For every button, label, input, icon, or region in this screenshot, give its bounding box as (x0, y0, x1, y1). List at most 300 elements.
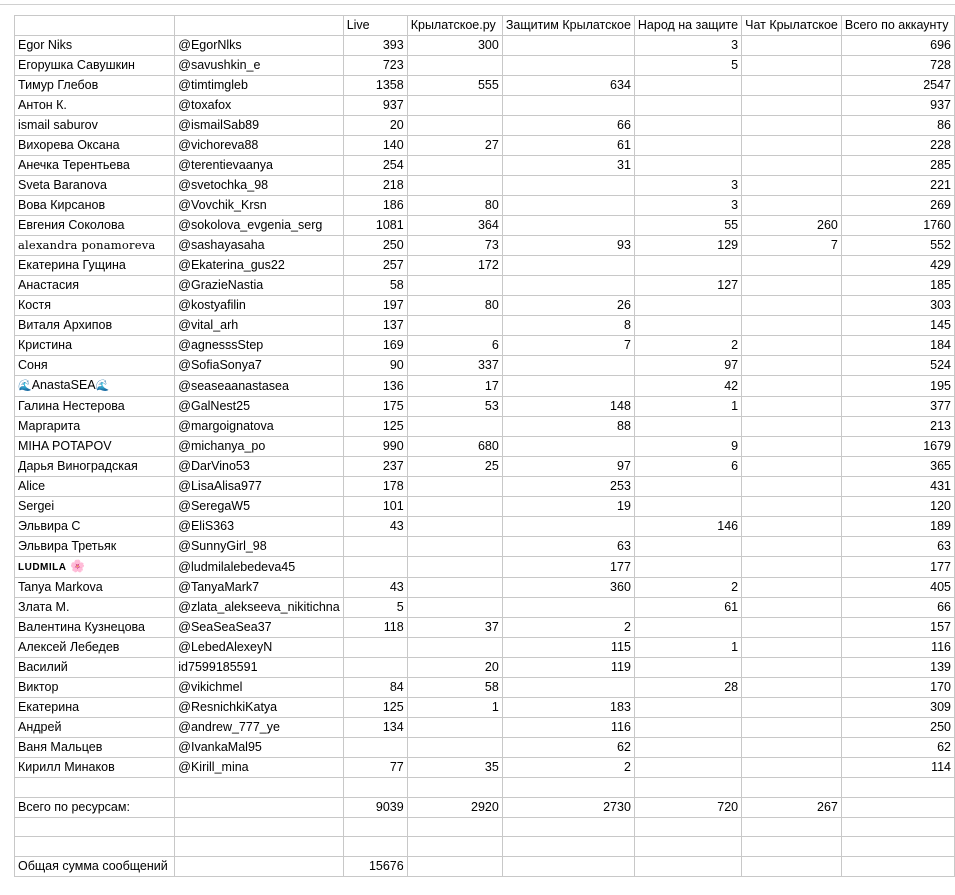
cell-narod[interactable]: 127 (634, 276, 741, 296)
cell-total[interactable]: 365 (841, 457, 954, 477)
cell-name[interactable]: Екатерина (15, 698, 175, 718)
cell-narod[interactable] (634, 738, 741, 758)
cell-total[interactable]: 221 (841, 176, 954, 196)
cell-narod[interactable]: 2 (634, 336, 741, 356)
cell-name[interactable]: Эльвира С (15, 517, 175, 537)
cell-total[interactable]: 405 (841, 578, 954, 598)
cell-zaschitim[interactable] (502, 256, 634, 276)
cell-name[interactable]: Виктор (15, 678, 175, 698)
total-zaschitim[interactable]: 2730 (502, 797, 634, 817)
cell-live[interactable]: 134 (343, 718, 407, 738)
header-cell-handle[interactable] (175, 16, 343, 36)
cell-handle[interactable]: @LisaAlisa977 (175, 477, 343, 497)
empty-cell[interactable] (175, 797, 343, 817)
cell-narod[interactable] (634, 658, 741, 678)
cell-name[interactable]: Антон К. (15, 96, 175, 116)
cell-krylatskoe[interactable]: 80 (407, 296, 502, 316)
cell-name[interactable]: Тимур Глебов (15, 76, 175, 96)
cell-narod[interactable]: 2 (634, 578, 741, 598)
cell-live[interactable]: 197 (343, 296, 407, 316)
empty-cell[interactable] (634, 837, 741, 857)
cell-live[interactable]: 101 (343, 497, 407, 517)
cell-zaschitim[interactable]: 88 (502, 417, 634, 437)
total-chat[interactable]: 267 (742, 797, 842, 817)
cell-chat[interactable] (742, 296, 842, 316)
empty-cell[interactable] (343, 817, 407, 837)
cell-live[interactable] (343, 557, 407, 578)
cell-narod[interactable] (634, 557, 741, 578)
cell-handle[interactable]: @GrazieNastia (175, 276, 343, 296)
cell-krylatskoe[interactable] (407, 417, 502, 437)
cell-zaschitim[interactable]: 62 (502, 738, 634, 758)
cell-chat[interactable] (742, 517, 842, 537)
cell-handle[interactable]: @zlata_alekseeva_nikitichna (175, 598, 343, 618)
header-cell-total[interactable]: Всего по аккаунту (841, 16, 954, 36)
cell-name[interactable]: Валентина Кузнецова (15, 618, 175, 638)
cell-narod[interactable] (634, 497, 741, 517)
empty-cell[interactable] (742, 837, 842, 857)
cell-handle[interactable]: @ludmilalebedeva45 (175, 557, 343, 578)
grand-total-value[interactable]: 15676 (343, 856, 407, 876)
empty-cell[interactable] (343, 778, 407, 798)
cell-chat[interactable] (742, 718, 842, 738)
cell-narod[interactable]: 6 (634, 457, 741, 477)
cell-total[interactable]: 170 (841, 678, 954, 698)
cell-zaschitim[interactable]: 97 (502, 457, 634, 477)
empty-cell[interactable] (742, 856, 842, 876)
cell-handle[interactable]: @toxafox (175, 96, 343, 116)
cell-name[interactable]: Эльвира Третьяк (15, 537, 175, 557)
cell-live[interactable]: 1358 (343, 76, 407, 96)
cell-total[interactable]: 937 (841, 96, 954, 116)
cell-total[interactable]: 185 (841, 276, 954, 296)
empty-cell[interactable] (841, 817, 954, 837)
cell-krylatskoe[interactable]: 17 (407, 376, 502, 397)
cell-chat[interactable] (742, 658, 842, 678)
cell-name[interactable]: Андрей (15, 718, 175, 738)
cell-handle[interactable]: @savushkin_e (175, 56, 343, 76)
cell-krylatskoe[interactable] (407, 96, 502, 116)
cell-handle[interactable]: @EgorNlks (175, 36, 343, 56)
empty-cell[interactable] (175, 856, 343, 876)
cell-handle[interactable]: @GalNest25 (175, 397, 343, 417)
cell-narod[interactable] (634, 718, 741, 738)
cell-handle[interactable]: id7599185591 (175, 658, 343, 678)
cell-name[interactable]: Екатерина Гущина (15, 256, 175, 276)
cell-handle[interactable]: @sashayasaha (175, 236, 343, 256)
cell-krylatskoe[interactable]: 364 (407, 216, 502, 236)
cell-narod[interactable] (634, 156, 741, 176)
cell-narod[interactable]: 97 (634, 356, 741, 376)
cell-zaschitim[interactable]: 63 (502, 537, 634, 557)
cell-narod[interactable] (634, 477, 741, 497)
cell-handle[interactable]: @SunnyGirl_98 (175, 537, 343, 557)
cell-narod[interactable] (634, 96, 741, 116)
cell-name[interactable]: Ваня Мальцев (15, 738, 175, 758)
cell-narod[interactable]: 42 (634, 376, 741, 397)
cell-zaschitim[interactable]: 634 (502, 76, 634, 96)
cell-handle[interactable]: @Vovchik_Krsn (175, 196, 343, 216)
cell-zaschitim[interactable]: 93 (502, 236, 634, 256)
cell-total[interactable]: 139 (841, 658, 954, 678)
cell-krylatskoe[interactable]: 172 (407, 256, 502, 276)
cell-narod[interactable]: 61 (634, 598, 741, 618)
cell-live[interactable]: 136 (343, 376, 407, 397)
cell-name[interactable]: Egor Niks (15, 36, 175, 56)
cell-zaschitim[interactable]: 360 (502, 578, 634, 598)
cell-handle[interactable]: @DarVino53 (175, 457, 343, 477)
cell-chat[interactable] (742, 96, 842, 116)
cell-chat[interactable] (742, 477, 842, 497)
cell-zaschitim[interactable]: 116 (502, 718, 634, 738)
cell-total[interactable]: 377 (841, 397, 954, 417)
cell-chat[interactable] (742, 537, 842, 557)
cell-narod[interactable]: 5 (634, 56, 741, 76)
cell-zaschitim[interactable] (502, 196, 634, 216)
empty-cell[interactable] (502, 837, 634, 857)
cell-handle[interactable]: @ResnichkiKatya (175, 698, 343, 718)
cell-total[interactable]: 303 (841, 296, 954, 316)
cell-narod[interactable] (634, 76, 741, 96)
cell-total[interactable]: 86 (841, 116, 954, 136)
cell-handle[interactable]: @vikichmel (175, 678, 343, 698)
cell-name[interactable]: Галина Нестерова (15, 397, 175, 417)
cell-chat[interactable]: 7 (742, 236, 842, 256)
header-cell-narod[interactable]: Народ на защите (634, 16, 741, 36)
cell-total[interactable]: 62 (841, 738, 954, 758)
cell-live[interactable]: 254 (343, 156, 407, 176)
cell-total[interactable]: 114 (841, 758, 954, 778)
cell-handle[interactable]: @SeaSeaSea37 (175, 618, 343, 638)
cell-live[interactable]: 178 (343, 477, 407, 497)
cell-live[interactable]: 77 (343, 758, 407, 778)
cell-zaschitim[interactable] (502, 437, 634, 457)
cell-total[interactable]: 2547 (841, 76, 954, 96)
cell-narod[interactable]: 146 (634, 517, 741, 537)
cell-total[interactable]: 269 (841, 196, 954, 216)
cell-zaschitim[interactable]: 61 (502, 136, 634, 156)
cell-zaschitim[interactable] (502, 56, 634, 76)
empty-cell[interactable] (634, 817, 741, 837)
empty-cell[interactable] (841, 837, 954, 857)
cell-krylatskoe[interactable]: 680 (407, 437, 502, 457)
cell-live[interactable]: 257 (343, 256, 407, 276)
cell-name[interactable]: Злата М. (15, 598, 175, 618)
cell-krylatskoe[interactable] (407, 517, 502, 537)
cell-name[interactable] (15, 376, 175, 397)
empty-cell[interactable] (841, 856, 954, 876)
empty-cell[interactable] (841, 797, 954, 817)
cell-handle[interactable]: @agnesssStep (175, 336, 343, 356)
cell-total[interactable]: 66 (841, 598, 954, 618)
cell-chat[interactable] (742, 437, 842, 457)
cell-handle[interactable]: @vital_arh (175, 316, 343, 336)
total-narod[interactable]: 720 (634, 797, 741, 817)
cell-live[interactable] (343, 638, 407, 658)
cell-name[interactable]: Alice (15, 477, 175, 497)
cell-chat[interactable] (742, 598, 842, 618)
cell-krylatskoe[interactable]: 6 (407, 336, 502, 356)
cell-handle[interactable]: @sokolova_evgenia_serg (175, 216, 343, 236)
cell-live[interactable] (343, 738, 407, 758)
cell-total[interactable]: 145 (841, 316, 954, 336)
cell-name[interactable]: Tanya Markova (15, 578, 175, 598)
cell-chat[interactable] (742, 356, 842, 376)
grand-total-label[interactable]: Общая сумма сообщений (15, 856, 175, 876)
cell-krylatskoe[interactable]: 1 (407, 698, 502, 718)
cell-handle[interactable]: @SofiaSonya7 (175, 356, 343, 376)
cell-chat[interactable] (742, 36, 842, 56)
cell-live[interactable]: 937 (343, 96, 407, 116)
cell-chat[interactable] (742, 557, 842, 578)
cell-name[interactable]: Костя (15, 296, 175, 316)
cell-krylatskoe[interactable] (407, 638, 502, 658)
cell-live[interactable]: 5 (343, 598, 407, 618)
cell-handle[interactable]: @margoignatova (175, 417, 343, 437)
cell-krylatskoe[interactable]: 37 (407, 618, 502, 638)
cell-chat[interactable] (742, 638, 842, 658)
cell-live[interactable]: 169 (343, 336, 407, 356)
cell-name[interactable]: Кирилл Минаков (15, 758, 175, 778)
cell-krylatskoe[interactable]: 80 (407, 196, 502, 216)
cell-handle[interactable]: @kostyafilin (175, 296, 343, 316)
cell-chat[interactable] (742, 397, 842, 417)
cell-krylatskoe[interactable] (407, 738, 502, 758)
cell-krylatskoe[interactable] (407, 598, 502, 618)
cell-live[interactable]: 1081 (343, 216, 407, 236)
cell-narod[interactable] (634, 618, 741, 638)
cell-zaschitim[interactable] (502, 356, 634, 376)
cell-narod[interactable]: 55 (634, 216, 741, 236)
cell-krylatskoe[interactable] (407, 537, 502, 557)
cell-chat[interactable] (742, 678, 842, 698)
cell-chat[interactable] (742, 578, 842, 598)
cell-narod[interactable]: 3 (634, 176, 741, 196)
cell-krylatskoe[interactable]: 337 (407, 356, 502, 376)
empty-cell[interactable] (502, 778, 634, 798)
cell-total[interactable]: 116 (841, 638, 954, 658)
cell-live[interactable]: 237 (343, 457, 407, 477)
cell-krylatskoe[interactable]: 58 (407, 678, 502, 698)
cell-live[interactable]: 137 (343, 316, 407, 336)
cell-total[interactable]: 120 (841, 497, 954, 517)
cell-name[interactable]: Виталя Архипов (15, 316, 175, 336)
cell-chat[interactable] (742, 176, 842, 196)
cell-live[interactable]: 84 (343, 678, 407, 698)
cell-krylatskoe[interactable]: 20 (407, 658, 502, 678)
cell-narod[interactable] (634, 116, 741, 136)
cell-zaschitim[interactable]: 119 (502, 658, 634, 678)
cell-zaschitim[interactable]: 177 (502, 557, 634, 578)
cell-zaschitim[interactable] (502, 216, 634, 236)
cell-krylatskoe[interactable] (407, 156, 502, 176)
cell-handle[interactable]: @Ekaterina_gus22 (175, 256, 343, 276)
empty-cell[interactable] (742, 817, 842, 837)
cell-zaschitim[interactable] (502, 96, 634, 116)
cell-live[interactable]: 43 (343, 578, 407, 598)
cell-chat[interactable] (742, 457, 842, 477)
cell-handle[interactable]: @TanyaMark7 (175, 578, 343, 598)
cell-chat[interactable] (742, 76, 842, 96)
cell-zaschitim[interactable]: 2 (502, 618, 634, 638)
cell-chat[interactable] (742, 196, 842, 216)
cell-narod[interactable]: 9 (634, 437, 741, 457)
cell-handle[interactable]: @ismailSab89 (175, 116, 343, 136)
cell-live[interactable]: 990 (343, 437, 407, 457)
cell-live[interactable]: 250 (343, 236, 407, 256)
cell-chat[interactable] (742, 417, 842, 437)
cell-chat[interactable] (742, 698, 842, 718)
cell-krylatskoe[interactable] (407, 557, 502, 578)
cell-chat[interactable] (742, 316, 842, 336)
cell-total[interactable]: 1679 (841, 437, 954, 457)
cell-name[interactable]: Алексей Лебедев (15, 638, 175, 658)
cell-name[interactable] (15, 557, 175, 578)
cell-chat[interactable] (742, 116, 842, 136)
cell-handle[interactable]: @vichoreva88 (175, 136, 343, 156)
empty-cell[interactable] (15, 837, 175, 857)
cell-name[interactable]: MIHA POTAPOV (15, 437, 175, 457)
cell-zaschitim[interactable] (502, 517, 634, 537)
cell-handle[interactable]: @EliS363 (175, 517, 343, 537)
cell-name[interactable]: Василий (15, 658, 175, 678)
cell-total[interactable]: 431 (841, 477, 954, 497)
cell-handle[interactable]: @Kirill_mina (175, 758, 343, 778)
cell-handle[interactable]: @IvankaMal95 (175, 738, 343, 758)
cell-handle[interactable]: @seaseaanastasea (175, 376, 343, 397)
cell-live[interactable]: 175 (343, 397, 407, 417)
cell-total[interactable]: 250 (841, 718, 954, 738)
cell-zaschitim[interactable]: 2 (502, 758, 634, 778)
empty-cell[interactable] (407, 837, 502, 857)
cell-zaschitim[interactable] (502, 598, 634, 618)
cell-chat[interactable] (742, 56, 842, 76)
empty-cell[interactable] (502, 817, 634, 837)
cell-total[interactable]: 63 (841, 537, 954, 557)
cell-name[interactable]: Евгения Соколова (15, 216, 175, 236)
cell-zaschitim[interactable] (502, 36, 634, 56)
cell-narod[interactable]: 129 (634, 236, 741, 256)
cell-live[interactable]: 393 (343, 36, 407, 56)
cell-krylatskoe[interactable] (407, 116, 502, 136)
cell-zaschitim[interactable]: 183 (502, 698, 634, 718)
cell-narod[interactable] (634, 136, 741, 156)
empty-cell[interactable] (407, 778, 502, 798)
header-cell-live[interactable]: Live (343, 16, 407, 36)
empty-cell[interactable] (742, 778, 842, 798)
total-live[interactable]: 9039 (343, 797, 407, 817)
cell-live[interactable]: 723 (343, 56, 407, 76)
empty-cell[interactable] (175, 817, 343, 837)
cell-total[interactable]: 728 (841, 56, 954, 76)
cell-chat[interactable] (742, 276, 842, 296)
cell-narod[interactable] (634, 316, 741, 336)
cell-name[interactable]: Анастасия (15, 276, 175, 296)
cell-name[interactable]: Анечка Терентьева (15, 156, 175, 176)
cell-krylatskoe[interactable]: 73 (407, 236, 502, 256)
cell-live[interactable]: 118 (343, 618, 407, 638)
cell-narod[interactable] (634, 417, 741, 437)
cell-krylatskoe[interactable] (407, 316, 502, 336)
cell-chat[interactable] (742, 618, 842, 638)
cell-handle[interactable]: @LebedAlexeyN (175, 638, 343, 658)
cell-krylatskoe[interactable]: 53 (407, 397, 502, 417)
empty-cell[interactable] (407, 856, 502, 876)
cell-zaschitim[interactable]: 19 (502, 497, 634, 517)
cell-name[interactable]: Sveta Baranova (15, 176, 175, 196)
cell-chat[interactable] (742, 336, 842, 356)
cell-chat[interactable]: 260 (742, 216, 842, 236)
cell-zaschitim[interactable]: 148 (502, 397, 634, 417)
empty-cell[interactable] (15, 778, 175, 798)
cell-handle[interactable]: @svetochka_98 (175, 176, 343, 196)
cell-name[interactable]: Кристина (15, 336, 175, 356)
cell-krylatskoe[interactable]: 555 (407, 76, 502, 96)
header-cell-chat[interactable]: Чат Крылатское (742, 16, 842, 36)
cell-name[interactable] (15, 236, 175, 256)
cell-krylatskoe[interactable]: 35 (407, 758, 502, 778)
cell-name[interactable]: Вова Кирсанов (15, 196, 175, 216)
cell-narod[interactable]: 3 (634, 36, 741, 56)
cell-live[interactable]: 140 (343, 136, 407, 156)
cell-name[interactable]: Егорушка Савушкин (15, 56, 175, 76)
cell-name[interactable]: Соня (15, 356, 175, 376)
cell-zaschitim[interactable]: 26 (502, 296, 634, 316)
cell-total[interactable]: 285 (841, 156, 954, 176)
cell-live[interactable]: 58 (343, 276, 407, 296)
cell-zaschitim[interactable]: 115 (502, 638, 634, 658)
cell-narod[interactable]: 28 (634, 678, 741, 698)
empty-cell[interactable] (15, 817, 175, 837)
cell-total[interactable]: 429 (841, 256, 954, 276)
cell-zaschitim[interactable] (502, 678, 634, 698)
cell-live[interactable]: 125 (343, 698, 407, 718)
cell-krylatskoe[interactable] (407, 718, 502, 738)
cell-narod[interactable] (634, 758, 741, 778)
cell-krylatskoe[interactable]: 25 (407, 457, 502, 477)
cell-krylatskoe[interactable] (407, 56, 502, 76)
empty-cell[interactable] (502, 856, 634, 876)
cell-handle[interactable]: @SeregaW5 (175, 497, 343, 517)
cell-narod[interactable]: 1 (634, 397, 741, 417)
cell-krylatskoe[interactable] (407, 497, 502, 517)
cell-total[interactable]: 195 (841, 376, 954, 397)
header-cell-krylatskoe[interactable]: Крылатское.ру (407, 16, 502, 36)
cell-total[interactable]: 696 (841, 36, 954, 56)
totals-label[interactable]: Всего по ресурсам: (15, 797, 175, 817)
empty-cell[interactable] (634, 778, 741, 798)
cell-handle[interactable]: @andrew_777_ye (175, 718, 343, 738)
cell-chat[interactable] (742, 738, 842, 758)
cell-chat[interactable] (742, 256, 842, 276)
cell-live[interactable]: 186 (343, 196, 407, 216)
empty-cell[interactable] (407, 817, 502, 837)
cell-narod[interactable] (634, 256, 741, 276)
cell-krylatskoe[interactable] (407, 477, 502, 497)
cell-live[interactable] (343, 537, 407, 557)
cell-zaschitim[interactable]: 8 (502, 316, 634, 336)
cell-live[interactable]: 20 (343, 116, 407, 136)
cell-name[interactable]: Дарья Виноградская (15, 457, 175, 477)
cell-total[interactable]: 157 (841, 618, 954, 638)
cell-total[interactable]: 177 (841, 557, 954, 578)
cell-narod[interactable]: 1 (634, 638, 741, 658)
cell-zaschitim[interactable] (502, 176, 634, 196)
empty-cell[interactable] (841, 778, 954, 798)
cell-name[interactable]: ismail saburov (15, 116, 175, 136)
cell-chat[interactable] (742, 136, 842, 156)
cell-total[interactable]: 309 (841, 698, 954, 718)
